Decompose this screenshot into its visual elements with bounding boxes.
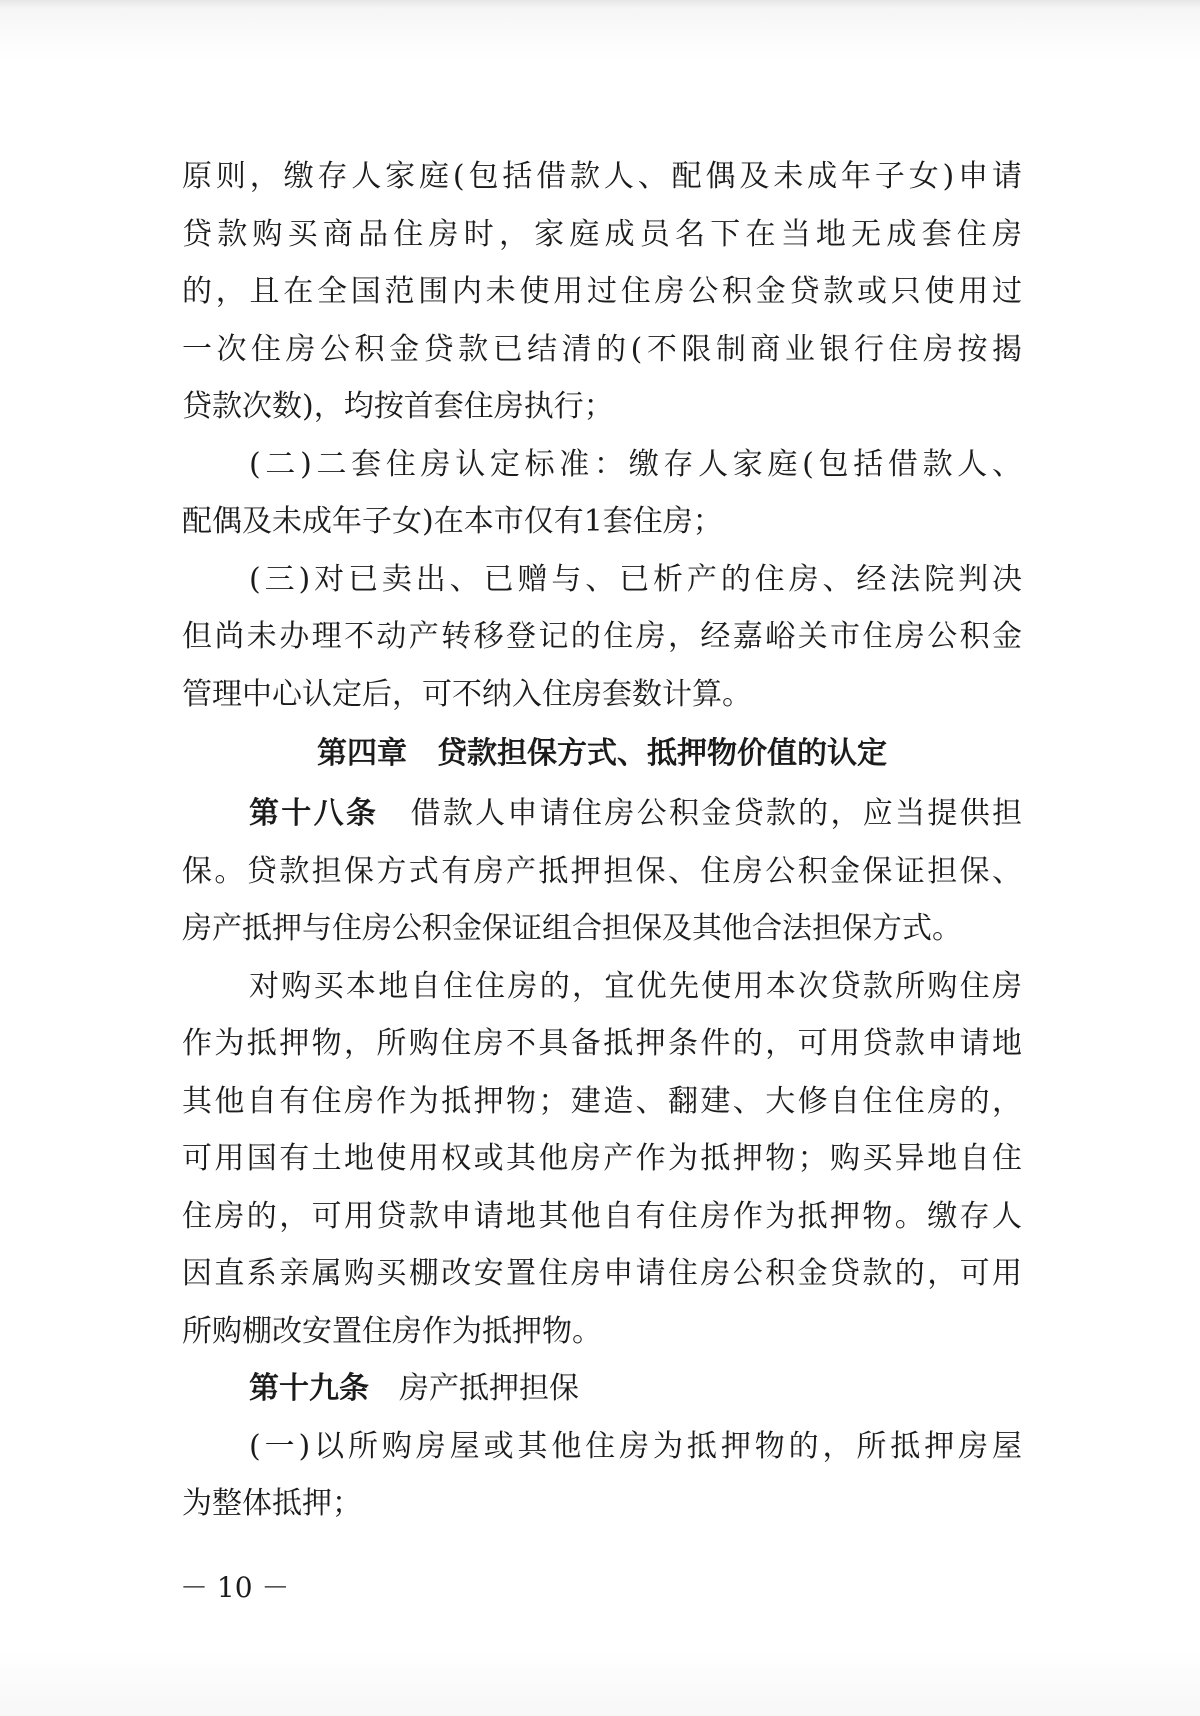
scan-edge: [0, 0, 1200, 8]
text-line: 但尚未办理不动产转移登记的住房，经嘉峪关市住房公积金: [182, 619, 1022, 654]
text-line: (二)二套住房认定标准：缴存人家庭(包括借款人、: [249, 446, 1022, 482]
article-19-line: [182, 1360, 1022, 1418]
text-line: 对购买本地自住住房的，宜优先使用本次贷款所购住房: [249, 968, 1022, 1004]
text-line: 管理中心认定后，可不纳入住房套数计算。: [182, 676, 752, 712]
text-line: 可用国有土地使用权或其他房产作为抵押物；购买异地自住: [182, 1141, 1022, 1176]
text-line: (一)以所购房屋或其他住房为抵押物的，所抵押房屋: [249, 1428, 1022, 1464]
text-line: 贷款次数)，均按首套住房执行；: [182, 389, 614, 424]
text-span: 房产抵押担保: [399, 1371, 579, 1406]
text-line: 的，且在全国范围内未使用过住房公积金贷款或只使用过: [182, 274, 1022, 309]
text-line: 为整体抵押；: [182, 1486, 362, 1521]
text-line: 住房的，可用贷款申请地其他自有住房作为抵押物。缴存人: [182, 1198, 1022, 1234]
article-18-first-line: [182, 785, 1022, 843]
text-line: 房产抵押与住房公积金保证组合担保及其他合法担保方式。: [182, 911, 962, 946]
text-line: 所购棚改安置住房作为抵押物。: [182, 1313, 602, 1349]
text-line: 原则，缴存人家庭(包括借款人、配偶及未成年子女)申请: [182, 159, 1022, 194]
text-line: 其他自有住房作为抵押物；建造、翻建、大修自住住房的，: [182, 1083, 1022, 1119]
text-line: 一次住房公积金贷款已结清的(不限制商业银行住房按揭: [182, 331, 1022, 367]
text-line: (三)对已卖出、已赠与、已析产的住房、经法院判决: [249, 561, 1022, 597]
text-line: 作为抵押物，所购住房不具备抵押条件的，可用贷款申请地: [182, 1026, 1022, 1061]
document-body: [182, 148, 1022, 1533]
page-number: － 10 －: [180, 1571, 290, 1604]
article-18-label: 第十八条: [249, 796, 379, 831]
chapter-heading: 第四章 贷款担保方式、抵押物价值的认定: [317, 736, 887, 771]
text-line: 贷款购买商品住房时，家庭成员名下在当地无成套住房: [182, 216, 1022, 252]
article-19-label: 第十九条: [249, 1371, 369, 1406]
text-span: 借款人申请住房公积金贷款的，应当提供担: [410, 796, 1022, 831]
text-line: 因直系亲属购买棚改安置住房申请住房公积金贷款的，可用: [182, 1256, 1022, 1291]
text-line: 保。贷款担保方式有房产抵押担保、住房公积金保证担保、: [182, 853, 1022, 889]
text-line: 配偶及未成年子女)在本市仅有1套住房；: [182, 504, 723, 539]
